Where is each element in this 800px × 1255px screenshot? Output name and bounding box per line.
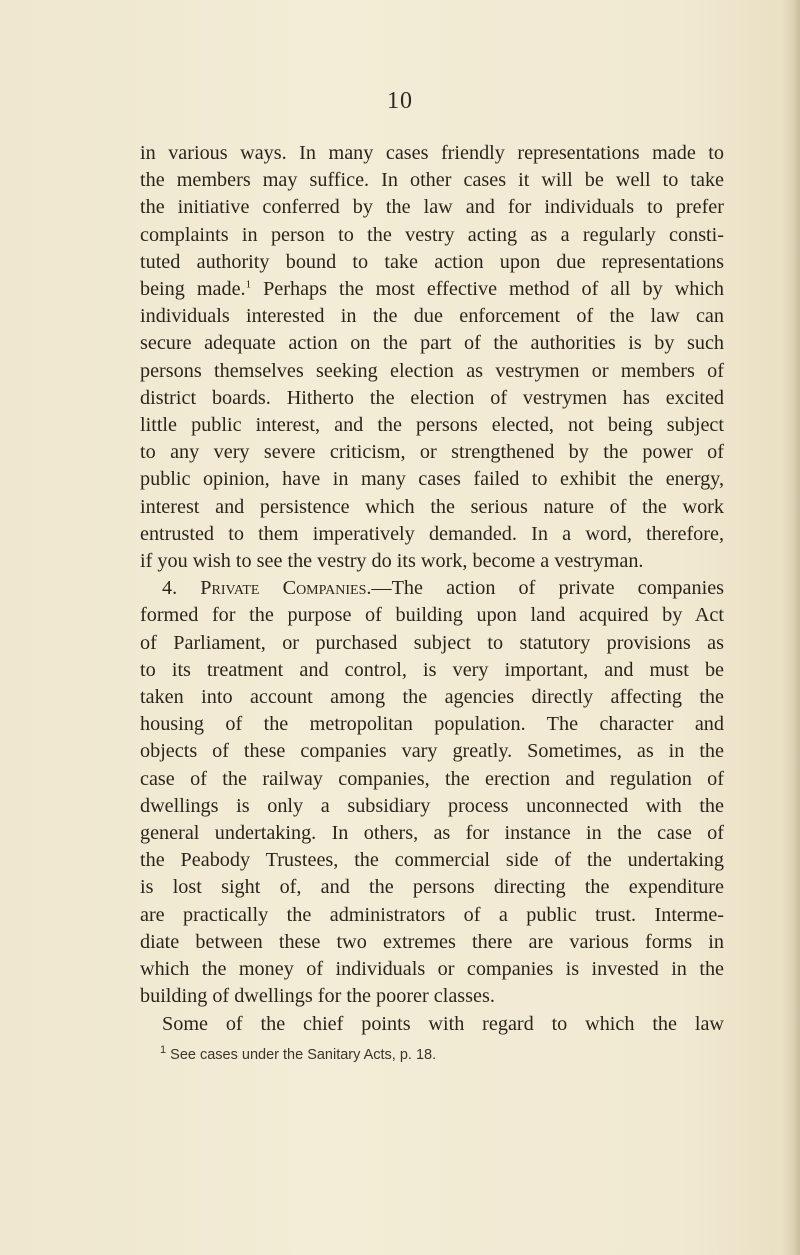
text-line: are practically the administrators of a public trust. Interme- bbox=[140, 903, 724, 926]
text-line: in various ways. In many cases friendly representations made to bbox=[140, 142, 724, 164]
footnote-text: See cases under the Sanitary Acts, p. 18. bbox=[170, 1047, 437, 1063]
text-fragment: —The action of private companies bbox=[371, 577, 724, 600]
text-line: dwellings is only a subsidiary process unconnected with the bbox=[140, 794, 724, 817]
body-text bbox=[140, 140, 724, 1038]
text-line: interest and persistence which the serious nature of the work bbox=[140, 495, 724, 518]
text-fragment: being made. bbox=[140, 278, 246, 301]
text-line: case of the railway companies, the erection and regulation of bbox=[140, 767, 724, 790]
footnote-mark: 1 bbox=[160, 1044, 167, 1057]
section-heading-line bbox=[140, 575, 724, 602]
text-line: persons themselves seeking election as vestrymen or members of bbox=[140, 359, 724, 382]
text-line: to any very severe criticism, or strengthened by the power of bbox=[140, 441, 724, 464]
section-heading: Private Companies. bbox=[200, 577, 372, 600]
text-line: little public interest, and the persons elected, not being subject bbox=[140, 414, 724, 437]
text-line: the initiative conferred by the law and for individuals to prefer bbox=[140, 196, 724, 219]
page-edge-shadow bbox=[782, 0, 800, 1255]
text-line: general undertaking. In others, as for instance in the case of bbox=[140, 822, 724, 845]
page-number: 10 bbox=[387, 88, 413, 114]
section-number: 4. bbox=[162, 577, 178, 600]
text-line: the members may suffice. In other cases it will be well to take bbox=[140, 169, 724, 192]
text-line: public opinion, have in many cases failed to exhibit the energy, bbox=[140, 468, 724, 491]
text-line: individuals interested in the due enforcement of the law can bbox=[140, 305, 724, 328]
text-line: Some of the chief points with regard to which the law bbox=[162, 1012, 724, 1035]
text-line: district boards. Hitherto the election of vestrymen has excited bbox=[140, 386, 724, 409]
text-line: to its treatment and control, is very important, and must be bbox=[140, 658, 724, 681]
text-line: building of dwellings for the poorer classes. bbox=[140, 985, 495, 1008]
text-line: tuted authority bound to take action upon due representations bbox=[140, 250, 724, 273]
footnote bbox=[160, 1046, 720, 1064]
text-line: formed for the purpose of building upon land acquired by Act bbox=[140, 604, 724, 627]
text-line: the Peabody Trustees, the commercial side of the undertaking bbox=[140, 849, 724, 872]
text-line: complaints in person to the vestry acting as a regularly consti- bbox=[140, 223, 724, 246]
text-line: objects of these companies vary greatly. Sometimes, as in the bbox=[140, 740, 724, 763]
text-line: which the money of individuals or companies is invested in the bbox=[140, 958, 724, 981]
text-line: diate between these two extremes there are various forms in bbox=[140, 930, 724, 953]
text-line-with-footnote bbox=[140, 276, 724, 303]
text-line: taken into account among the agencies directly affecting the bbox=[140, 686, 724, 709]
footnote-reference: 1 bbox=[245, 278, 252, 291]
text-line: is lost sight of, and the persons directing the expenditure bbox=[140, 876, 724, 899]
text-fragment: Perhaps the most effective method of all by which bbox=[251, 278, 724, 301]
text-line: if you wish to see the vestry do its work, become a vestryman. bbox=[140, 550, 644, 573]
text-line: secure adequate action on the part of the authorities is by such bbox=[140, 332, 724, 355]
text-line: entrusted to them imperatively demanded. In a word, therefore, bbox=[140, 522, 724, 545]
text-line: of Parliament, or purchased subject to statutory provisions as bbox=[140, 631, 724, 654]
text-line: housing of the metropolitan population. The character and bbox=[140, 713, 724, 736]
